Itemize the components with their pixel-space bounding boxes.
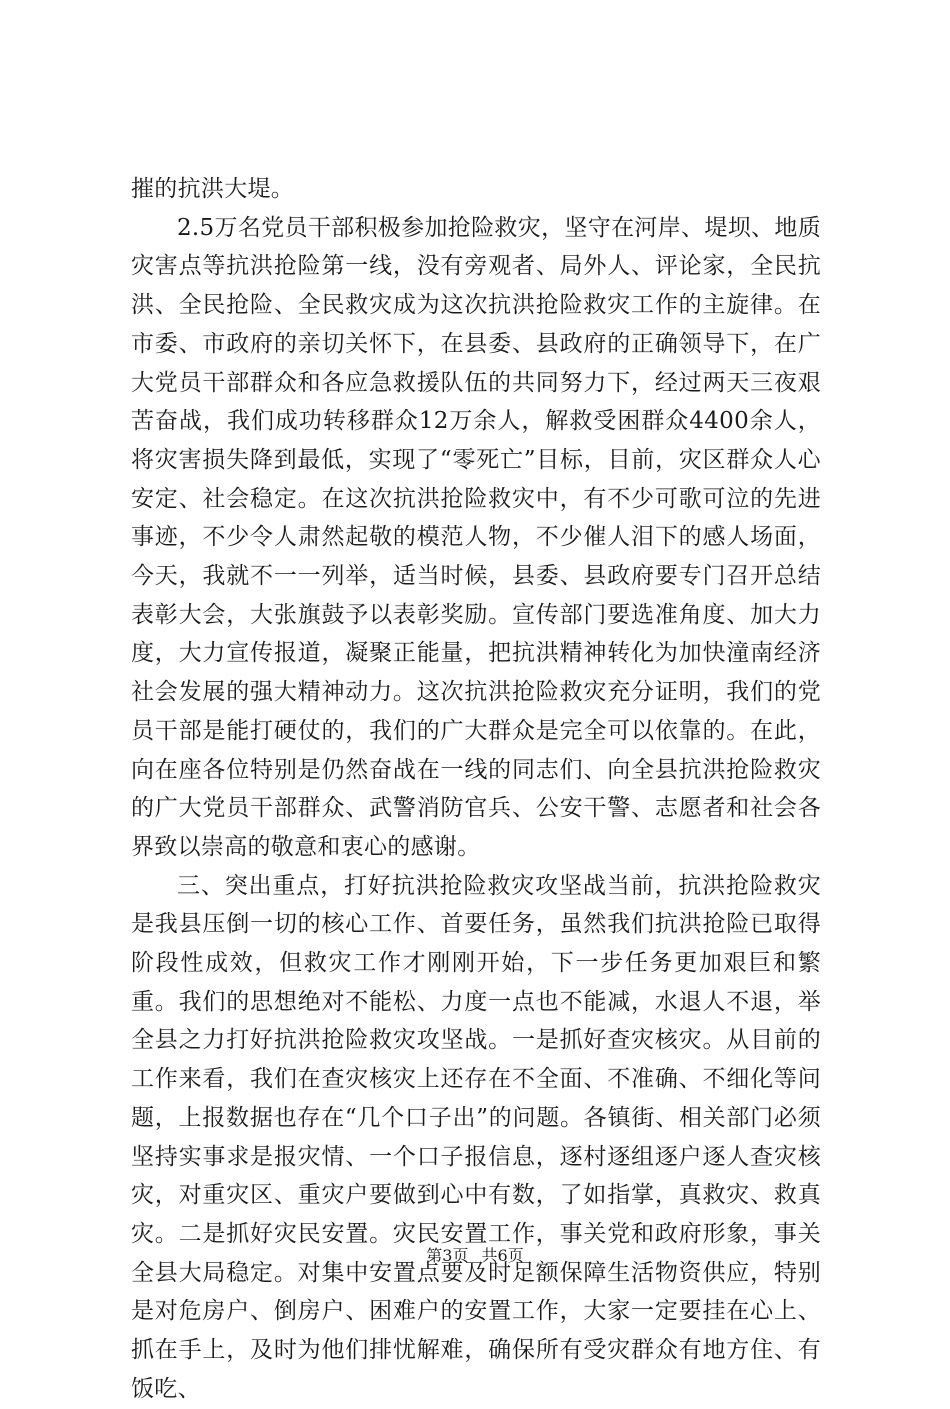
page-number-total: 共6页 [481,1246,524,1265]
paragraph-party-members: 2.5万名党员干部积极参加抢险救灾，坚守在河岸、堤坝、地质灾害点等抗洪抢险第一线，没有旁观者、局外人、评论家，全民抗洪、全民抢险、全民救灾成为这次抗洪抢险救灾工作的主旋律。在市委、市政府的亲切关怀下，在县委、县政府的正确领导下，在广大党员干部群众和各应急救援队伍的共同努力下，经过两天三夜艰苦奋战，我们成功转移群众12万余人，解救受困群众4400余人，将灾害损失降到最低，实现了“零死亡”目标，目前，灾区群众人心安定、社会稳定。在这次抗洪抢险救灾中，有不少可歌可泣的先进事迹，不少令人肃然起敬的模范人物，不少催人泪下的感人场面，今天，我就不一一列举，适当时候，县委、县政府要专门召开总结表彰大会，大张旗鼓予以表彰奖励。宣传部门要选准角度、加大力度，大力宣传报道，凝聚正能量，把抗洪精神转化为加快潼南经济社会发展的强大精神动力。这次抗洪抢险救灾充分证明，我们的党员干部是能打硬仗的，我们的广大群众是完全可以依靠的。在此，向在座各位特别是仍然奋战在一线的同志们、向全县抗洪抢险救灾的广大党员干部群众、武警消防官兵、公安干警、志愿者和社会各界致以崇高的敬意和衷心的感谢。 [131,214,821,860]
paragraph-section-three: 三、突出重点，打好抗洪抢险救灾攻坚战当前，抗洪抢险救灾是我县压倒一切的核心工作、首要任务，虽然我们抗洪抢险已取得阶段性成效，但救灾工作才刚刚开始，下一步任务更加艰巨和繁重。我们的思想绝对不能松、力度一点也不能减，水退人不退，举全县之力打好抗洪抢险救灾攻坚战。一是抓好查灾核灾。从目前的工作来看，我们在查灾核灾上还存在不全面、不准确、不细化等问题，上报数据也存在“几个口子出”的问题。各镇街、相关部门必须坚持实事求是报灾情、一个口子报信息，逐村逐组逐户逐人查灾核灾，对重灾区、重灾户要做到心中有数，了如指掌，真救灾、救真灾。二是抓好灾民安置。灾民安置工作，事关党和政府形象，事关全县大局稳定。对集中安置点要及时足额保障生活物资供应，特别是对危房户、倒房户、困难户的安置工作，大家一定要挂在心上、抓在手上，及时为他们排忧解难，确保所有受灾群众有地方住、有饭吃、 [131,872,821,1402]
page-number-current: 第3页 [426,1246,469,1265]
document-body [131,170,821,1409]
page-footer [0,1246,950,1266]
paragraph-continuation: 摧的抗洪大堤。 [131,176,295,202]
